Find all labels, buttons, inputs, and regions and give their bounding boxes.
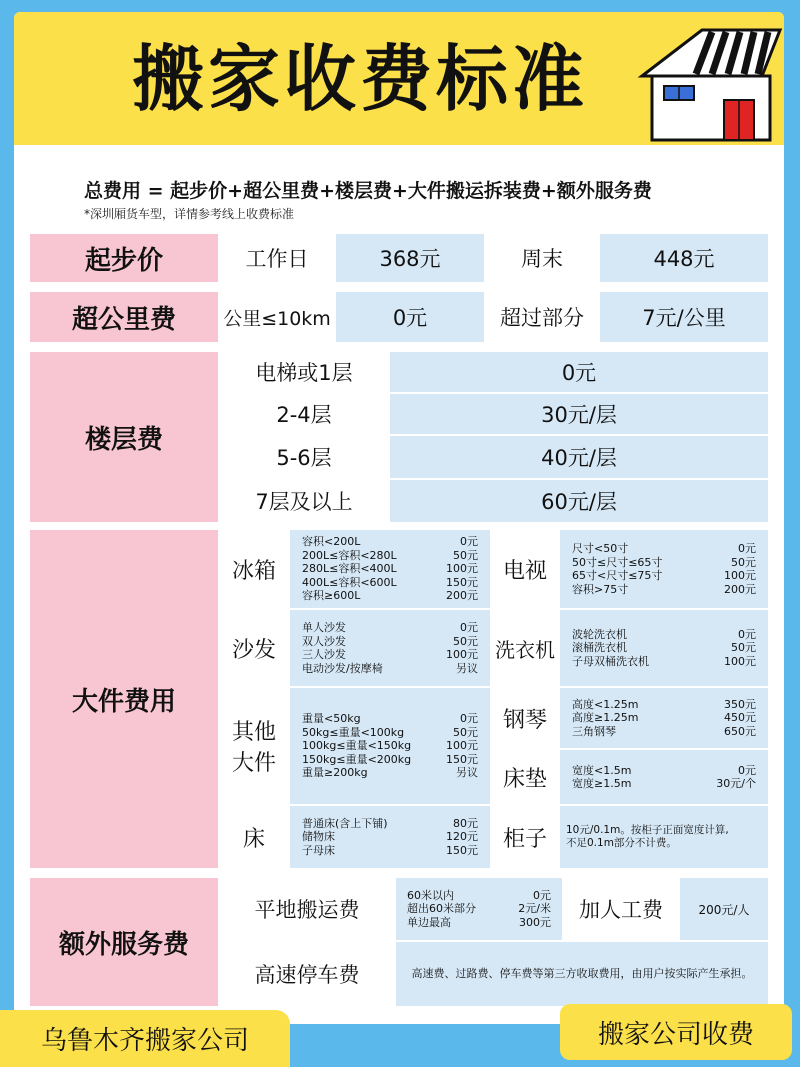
detail-row: 双人沙发 50元 [302, 634, 478, 648]
detail-row: 容积<200L 0元 [302, 535, 478, 549]
fridge-name: 冰箱 [220, 530, 288, 608]
cabinet-detail [560, 806, 768, 868]
bed-name: 床 [220, 806, 288, 868]
title-band [14, 12, 784, 145]
weekday-label: 工作日 [220, 234, 334, 282]
distance-base-price: 0元 [336, 292, 484, 342]
floor-row-name: 2-4层 [220, 394, 388, 434]
bed-detail [290, 806, 490, 868]
cabinet-name: 柜子 [492, 806, 558, 868]
detail-row: 子母双桶洗衣机 100元 [572, 654, 756, 668]
detail-row: 容积≥600L 200元 [302, 589, 478, 603]
detail-row: 宽度≥1.5m 30元/个 [572, 777, 756, 790]
detail-row: 宽度<1.5m 0元 [572, 763, 756, 777]
weekend-price: 448元 [600, 234, 768, 282]
washer-detail [560, 610, 768, 686]
distance-extra-label: 超过部分 [486, 292, 598, 342]
start-label: 起步价 [30, 234, 218, 282]
cabinet-line: 不足0.1m部分不计费。 [566, 837, 677, 849]
detail-row: 单边最高 300元 [407, 915, 551, 929]
detail-row: 100kg≤重量<150kg 100元 [302, 739, 478, 753]
detail-row: 滚桶洗衣机 50元 [572, 641, 756, 655]
page-title: 搬家收费标准 [132, 37, 589, 121]
mattress-name: 床垫 [492, 750, 558, 804]
detail-row: 重量≥200kg 另议 [302, 766, 478, 780]
detail-row: 单人沙发 0元 [302, 621, 478, 634]
detail-row: 50寸≤尺寸≤65寸 50元 [572, 555, 756, 569]
tv-name: 电视 [492, 530, 558, 608]
detail-row: 高度≥1.25m 450元 [572, 711, 756, 725]
footer-tag: 搬家公司收费 [560, 1004, 792, 1060]
detail-row: 波轮洗衣机 0元 [572, 627, 756, 641]
house-icon [634, 24, 784, 142]
formula: 总费用 = 起步价+超公里费+楼层费+大件搬运拆装费+额外服务费 [84, 180, 652, 202]
detail-row: 50kg≤重量<100kg 50元 [302, 725, 478, 739]
detail-row: 400L≤容积<600L 150元 [302, 575, 478, 589]
other-name: 其他 大件 [220, 688, 288, 804]
extra-label: 额外服务费 [30, 878, 218, 1006]
piano-detail [560, 688, 768, 748]
detail-row: 60米以内 0元 [407, 888, 551, 902]
washer-name: 洗衣机 [492, 610, 558, 686]
cabinet-line: 10元/0.1m。按柜子正面宽度计算, [566, 823, 729, 836]
weekday-price: 368元 [336, 234, 484, 282]
other-detail [290, 688, 490, 804]
detail-row: 普通床(含上下铺) 80元 [302, 816, 478, 830]
detail-row: 超出60米部分 2元/米 [407, 902, 551, 916]
labor-price: 200元/人 [680, 878, 768, 940]
parking-name: 高速停车费 [220, 942, 394, 1006]
floor-row-name: 7层及以上 [220, 480, 388, 522]
floor-row-name: 5-6层 [220, 436, 388, 478]
detail-row: 尺寸<50寸 0元 [572, 542, 756, 555]
distance-base-label: 公里≤10km [220, 292, 334, 342]
sofa-name: 沙发 [220, 610, 288, 686]
detail-row: 重量<50kg 0元 [302, 712, 478, 726]
note: *深圳厢货车型，详情参考线上收费标准 [84, 207, 295, 221]
sofa-detail [290, 610, 490, 686]
detail-row: 储物床 120元 [302, 830, 478, 844]
detail-row: 150kg≤重量<200kg 150元 [302, 752, 478, 766]
detail-row: 高度<1.25m 350元 [572, 697, 756, 711]
detail-row: 280L≤容积<400L 100元 [302, 562, 478, 576]
carry-detail [396, 878, 562, 940]
floor-label: 楼层费 [30, 352, 218, 522]
floor-row-price: 40元/层 [390, 436, 768, 478]
detail-row: 子母床 150元 [302, 843, 478, 857]
detail-row: 三角钢琴 650元 [572, 724, 756, 738]
distance-label: 超公里费 [30, 292, 218, 342]
footer-company: 乌鲁木齐搬家公司 [0, 1010, 290, 1067]
mattress-detail [560, 750, 768, 804]
detail-row: 65寸<尺寸≤75寸 100元 [572, 569, 756, 582]
weekend-label: 周末 [486, 234, 598, 282]
floor-row-name: 电梯或1层 [220, 352, 388, 392]
fridge-detail [290, 530, 490, 608]
detail-row: 电动沙发/按摩椅 另议 [302, 661, 478, 675]
floor-row-price: 60元/层 [390, 480, 768, 522]
distance-extra-price: 7元/公里 [600, 292, 768, 342]
carry-name: 平地搬运费 [220, 878, 394, 940]
large-label: 大件费用 [30, 530, 218, 868]
detail-row: 容积>75寸 200元 [572, 582, 756, 596]
detail-row: 200L≤容积<280L 50元 [302, 548, 478, 562]
price-card [14, 12, 784, 1024]
tv-detail [560, 530, 768, 608]
floor-row-price: 0元 [390, 352, 768, 392]
floor-row-price: 30元/层 [390, 394, 768, 434]
labor-name: 加人工费 [564, 878, 678, 940]
piano-name: 钢琴 [492, 688, 558, 748]
detail-row: 三人沙发 100元 [302, 648, 478, 661]
parking-desc: 高速费、过路费、停车费等第三方收取费用，由用户按实际产生承担。 [396, 942, 768, 1006]
